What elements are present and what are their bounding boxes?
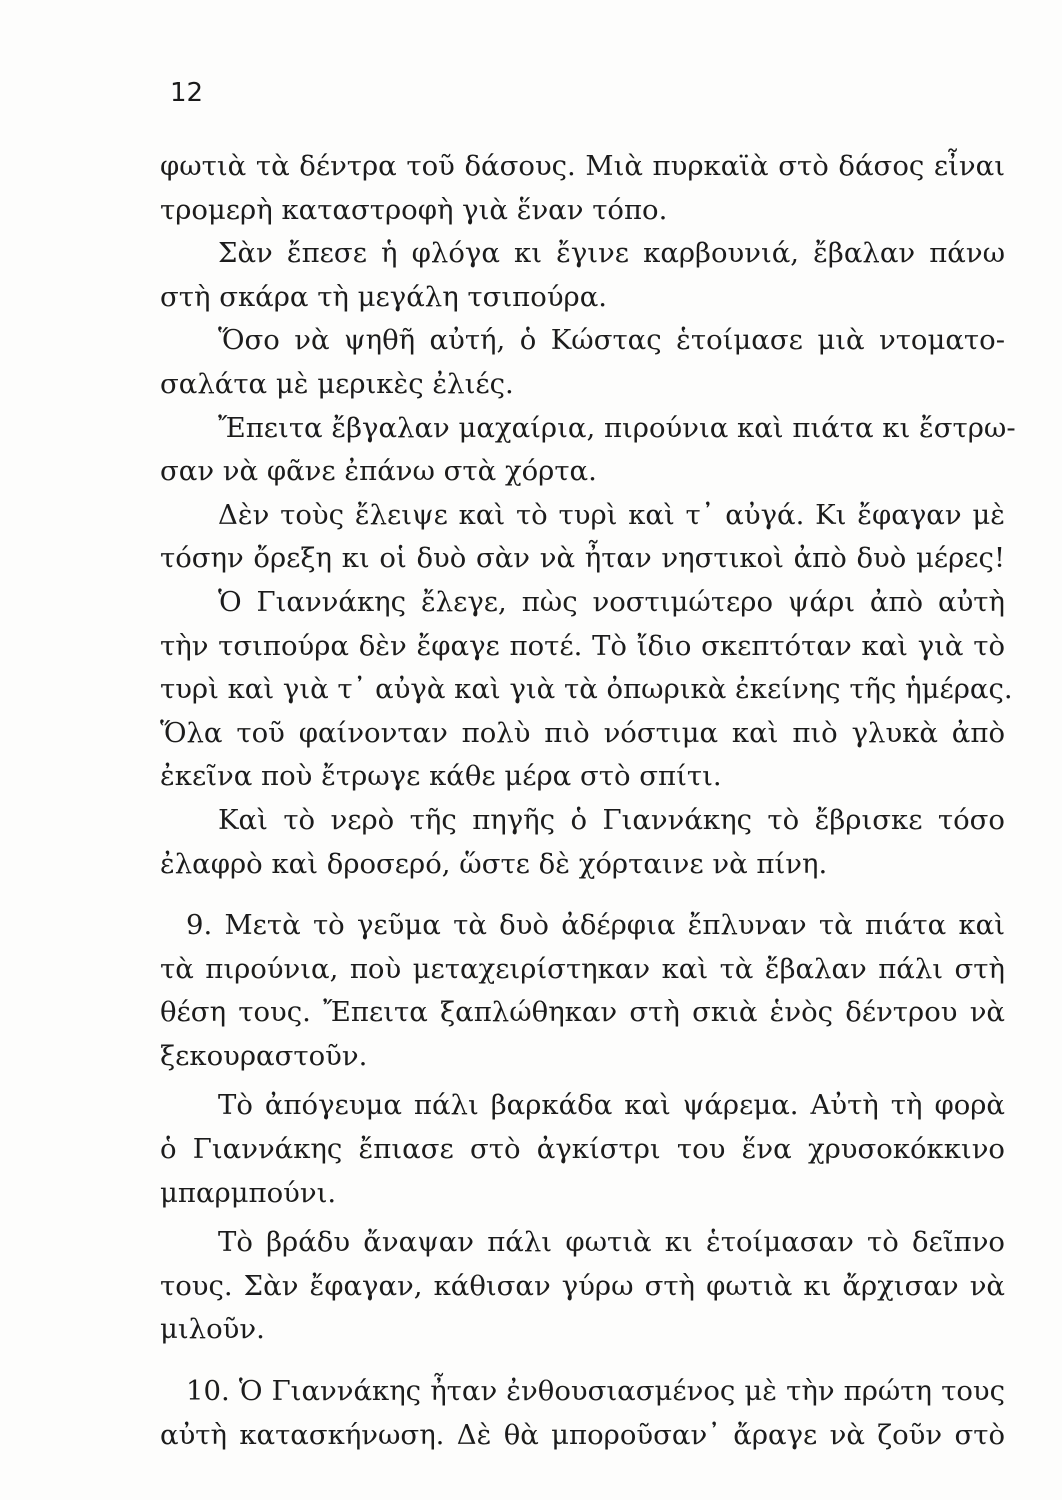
paragraph: [160, 494, 1005, 581]
text-line: ξεκουραστοῦν.: [160, 1039, 368, 1072]
text-line: σαλάτα μὲ μερικὲς ἐλιές.: [160, 367, 514, 400]
text-line: αὐτὴ κατασκήνωση. Δὲ θὰ μποροῦσαν᾽ ἄραγε νὰ ζοῦν στὸ: [160, 1418, 1005, 1451]
text-line: Δὲν τοὺς ἔλειψε καὶ τὸ τυρὶ καὶ τ᾽ αὐγά. Κι ἔφαγαν μὲ: [218, 498, 1005, 531]
text-line: 10. Ὁ Γιαννάκης ἦταν ἐνθουσιασμένος μὲ τὴν πρώτη τους: [186, 1375, 1005, 1408]
paragraph: [160, 581, 1013, 799]
paragraph: [160, 232, 1005, 319]
text-line: μπαρμπούνι.: [160, 1176, 337, 1209]
text-line: Τὸ βράδυ ἄναψαν πάλι φωτιὰ κι ἑτοίμασαν τὸ δεῖπνο: [218, 1226, 1005, 1259]
text-line: φωτιὰ τὰ δέντρα τοῦ δάσους. Μιὰ πυρκαϊὰ στὸ δάσος εἶναι: [160, 150, 1005, 182]
paragraph: [160, 1370, 1005, 1457]
section-gap: [160, 1352, 1005, 1370]
paragraph: [160, 1221, 1005, 1352]
text-line: στὴ σκάρα τὴ μεγάλη τσιπούρα.: [160, 280, 608, 313]
text-line: ἐκεῖνα ποὺ ἔτρωγε κάθε μέρα στὸ σπίτι.: [160, 760, 722, 793]
text-line: Τὸ ἀπόγευμα πάλι βαρκάδα καὶ ψάρεμα. Αὐτὴ τὴ φορὰ: [218, 1089, 1005, 1122]
text-line: 9. Μετὰ τὸ γεῦμα τὰ δυὸ ἀδέρφια ἔπλυναν τὰ πιάτα καὶ: [186, 909, 1005, 942]
text-line: μιλοῦν.: [160, 1313, 265, 1346]
text-line: Ἔπειτα ἔβγαλαν μαχαίρια, πιρούνια καὶ πιάτα κι ἔστρω-: [218, 411, 1016, 444]
text-line: θέση τους. Ἔπειτα ξαπλώθηκαν στὴ σκιὰ ἑνὸς δέντρου νὰ: [160, 996, 1005, 1029]
paragraph: [160, 799, 1005, 886]
section-gap: [160, 886, 1005, 904]
text-line: τὴν τσιπούρα δὲν ἔφαγε ποτέ. Τὸ ἴδιο σκεπτόταν καὶ γιὰ τὸ: [160, 629, 1005, 662]
text-line: σαν νὰ φᾶνε ἐπάνω στὰ χόρτα.: [160, 455, 597, 488]
page-number: 12: [170, 78, 204, 108]
paragraph: [160, 1084, 1005, 1215]
text-line: ἐλαφρὸ καὶ δροσερό, ὥστε δὲ χόρταινε νὰ πίνη.: [160, 847, 828, 880]
text-line: ὁ Γιαννάκης ἔπιασε στὸ ἀγκίστρι του ἕνα χρυσοκόκκινο: [160, 1133, 1005, 1166]
text-line: Καὶ τὸ νερὸ τῆς πηγῆς ὁ Γιαννάκης τὸ ἔβρισκε τόσο: [218, 803, 1005, 836]
text-line: Ὅσο νὰ ψηθῆ αὐτή, ὁ Κώστας ἑτοίμασε μιὰ ντοματο-: [218, 324, 1005, 357]
text-line: τυρὶ καὶ γιὰ τ᾽ αὐγὰ καὶ γιὰ τὰ ὀπωρικὰ ἐκείνης τῆς ἡμέρας.: [160, 673, 1013, 706]
text-line: τους. Σὰν ἔφαγαν, κάθισαν γύρω στὴ φωτιὰ κι ἄρχισαν νὰ: [160, 1269, 1005, 1302]
paragraph: [160, 319, 1005, 406]
body-text: [160, 145, 1016, 1457]
paragraph: [160, 904, 1005, 1078]
text-line: τὰ πιρούνια, ποὺ μεταχειρίστηκαν καὶ τὰ ἔβαλαν πάλι στὴ: [160, 952, 1005, 985]
paragraph: [160, 145, 1005, 232]
text-line: Ὅλα τοῦ φαίνονταν πολὺ πιὸ νόστιμα καὶ πιὸ γλυκὰ ἀπὸ: [160, 716, 1005, 749]
text-line: τόσην ὄρεξη κι οἱ δυὸ σὰν νὰ ἦταν νηστικοὶ ἀπὸ δυὸ μέρες!: [160, 542, 1005, 575]
text-line: Ὁ Γιαννάκης ἔλεγε, πὼς νοστιμώτερο ψάρι ἀπὸ αὐτὴ: [218, 585, 1005, 618]
text-line: τρομερὴ καταστροφὴ γιὰ ἕναν τόπο.: [160, 193, 668, 226]
paragraph: [160, 407, 1016, 494]
text-line: Σὰν ἔπεσε ἡ φλόγα κι ἔγινε καρβουνιά, ἔβαλαν πάνω: [218, 237, 1005, 270]
